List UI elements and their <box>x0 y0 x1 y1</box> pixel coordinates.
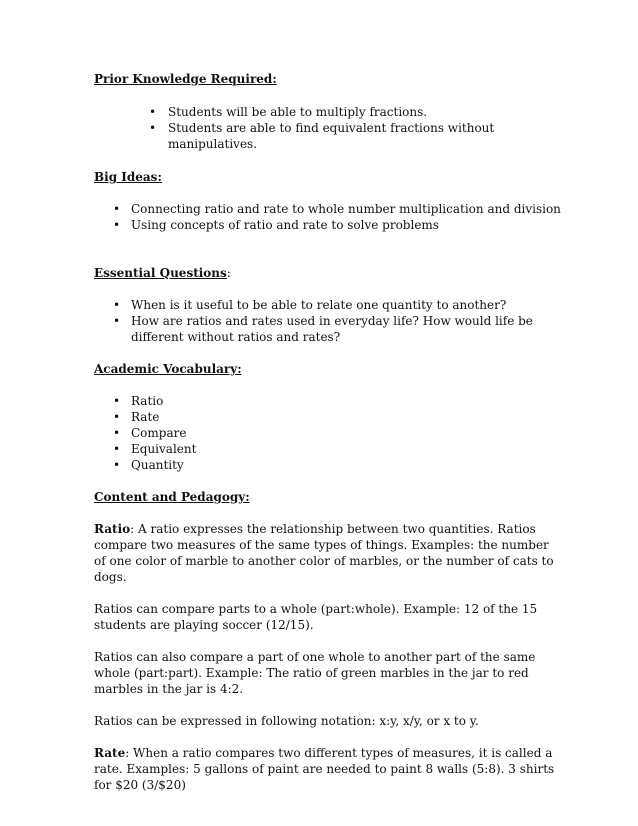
bullet-icon: • <box>113 442 121 456</box>
content-pedagogy-heading: Content and Pedagogy: <box>94 490 250 504</box>
list-item: • Rate <box>113 410 160 424</box>
bullet-icon: • <box>149 121 157 135</box>
list-item: • Connecting ratio and rate to whole number multiplication and division <box>113 202 561 216</box>
bullet-icon: • <box>113 314 121 328</box>
academic-vocabulary-list <box>94 393 564 473</box>
bullet-icon: • <box>113 394 121 408</box>
list-item: • Equivalent <box>113 442 197 456</box>
list-item: • Quantity <box>113 458 184 472</box>
list-item: • Compare <box>113 426 187 440</box>
essential-questions-list <box>94 297 564 345</box>
list-item: • Students are able to find equivalent fractions without manipulatives. <box>149 121 495 151</box>
list-item: • Students will be able to multiply fractions. <box>149 105 428 119</box>
prior-knowledge-list <box>94 104 564 152</box>
ratio-term: Ratio <box>94 522 131 536</box>
bullet-icon: • <box>113 298 121 312</box>
rate-paragraph: Rate: When a ratio compares two different types of measures, it is called a rate. Examples: 5 gallons of paint are needed to paint 8 walls (5:8). 3 shirts for $20 (3/$20) <box>94 746 555 792</box>
part-whole-paragraph: Ratios can compare parts to a whole (part:whole). Example: 12 of the 15 students are playing soccer (12/15). <box>94 602 538 632</box>
bullet-icon: • <box>113 410 121 424</box>
rate-term: Rate <box>94 746 126 760</box>
bullet-icon: • <box>113 426 121 440</box>
list-item: • Using concepts of ratio and rate to solve problems <box>113 218 439 232</box>
academic-vocabulary-heading: Academic Vocabulary: <box>94 362 242 376</box>
bullet-icon: • <box>149 105 157 119</box>
list-item: • Ratio <box>113 394 164 408</box>
list-item: • How are ratios and rates used in everyday life? How would life be different without ratios and rates? <box>113 314 533 344</box>
bullet-icon: • <box>113 458 121 472</box>
big-ideas-list <box>94 201 564 233</box>
list-item: • When is it useful to be able to relate one quantity to another? <box>113 298 507 312</box>
part-part-paragraph: Ratios can also compare a part of one whole to another part of the same whole (part:part). Example: The ratio of green marbles in the jar to red marbles in the jar is 4:2. <box>94 650 536 696</box>
essential-questions-heading: Essential Questions: <box>94 266 231 280</box>
bullet-icon: • <box>113 202 121 216</box>
notation-paragraph: Ratios can be expressed in following notation: x:y, x/y, or x to y. <box>94 714 479 728</box>
document-page <box>94 71 564 793</box>
ratio-paragraph: Ratio: A ratio expresses the relationship between two quantities. Ratios compare two measures of the same types of things. Examples: the number of one color of marble to another color of marbles, or the number of cats to dogs. <box>94 522 554 584</box>
bullet-icon: • <box>113 218 121 232</box>
big-ideas-heading: Big Ideas: <box>94 170 162 184</box>
prior-knowledge-heading: Prior Knowledge Required: <box>94 72 277 86</box>
